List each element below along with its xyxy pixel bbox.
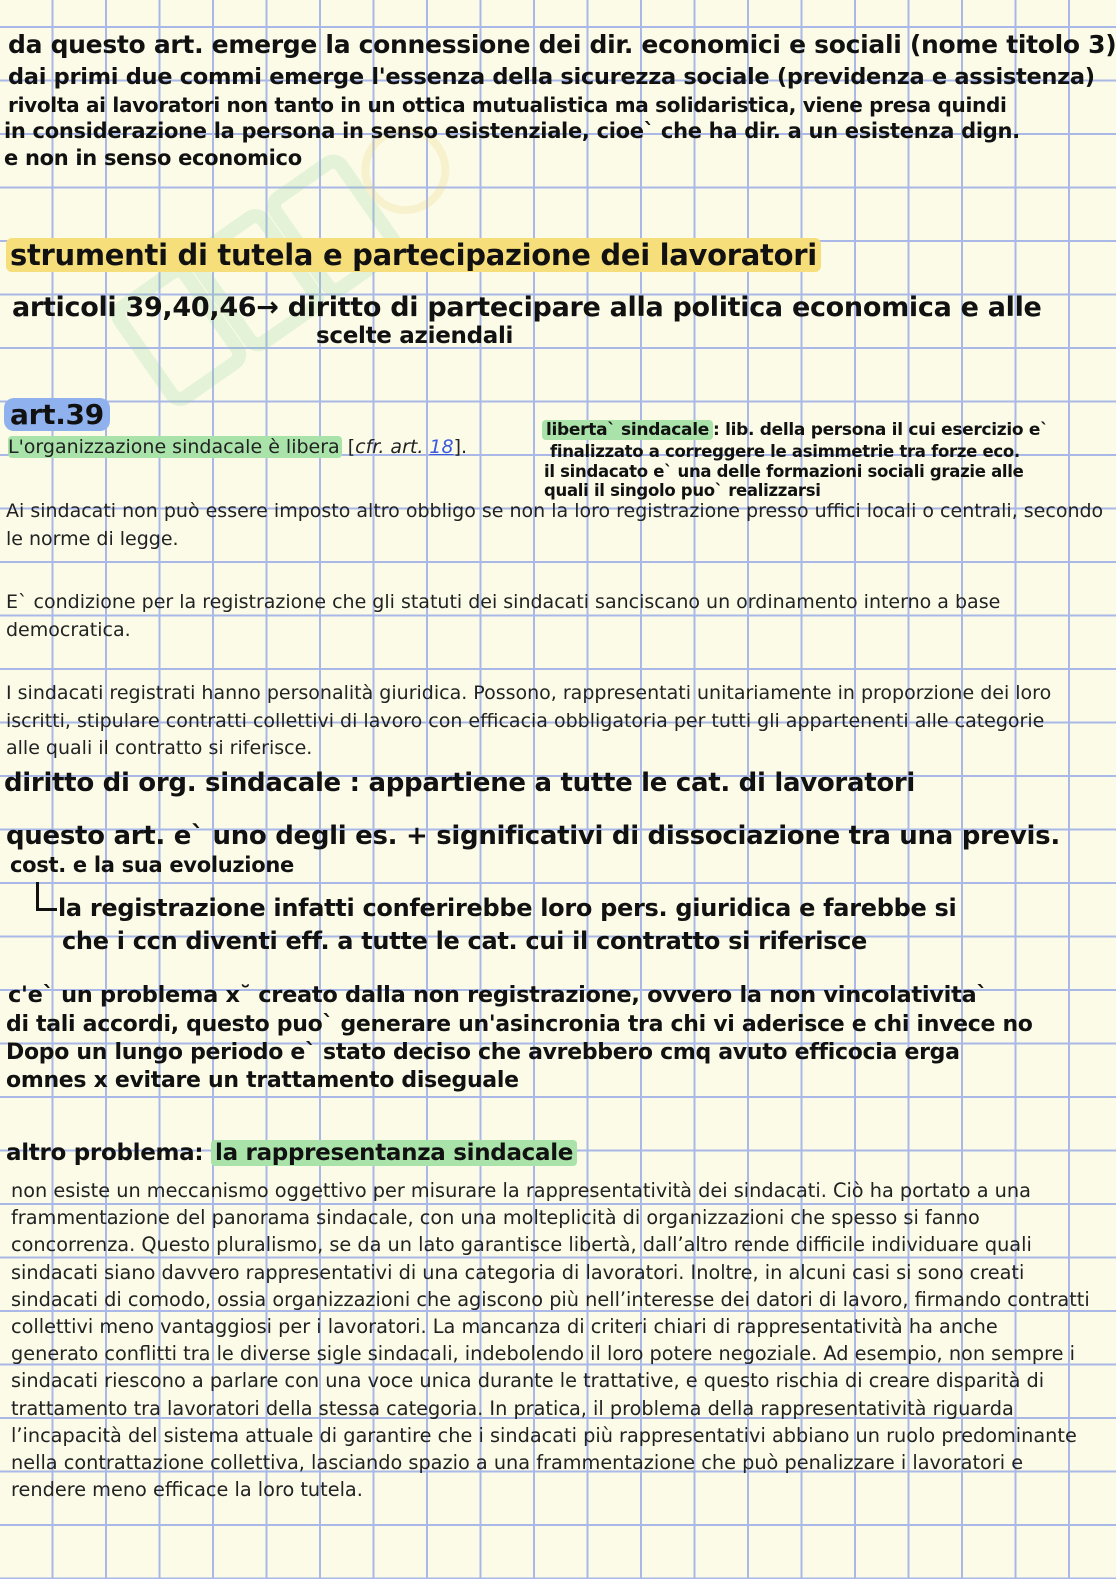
rappresentanza-heading [6,1140,577,1166]
art39-paragraph-4: I sindacati registrati hanno personalità giuridica. Possono, rappresentati unitariamente in proporzione dei loro iscritti, stipulare contratti collettivi di lavoro con efficacia obbligatoria per tutti gli appartenenti alle categorie alle quali il contratto si riferisce. [6,682,1052,759]
art39-paragraph-3: E` condizione per la registrazione che gli statuti dei sindacati sanciscano un ordinamento interno a base democratica. [6,591,1001,641]
note-diritto: diritto di org. sindacale : appartiene a tutte le cat. di lavoratori [4,768,916,798]
side-note-line-2: finalizzato a correggere le asimmetrie tra forze eco. [550,442,1020,461]
note-prob-line-1: c'e` un problema x˘ creato dalla non registrazione, ovvero la non vincolativita` [8,982,988,1008]
note-reg-line-1: la registrazione infatti conferirebbe loro pers. giuridica e farebbe si [58,894,957,922]
side-note-line-1 [542,420,1048,440]
note-dissoc-line-2: cost. e la sua evoluzione [10,853,294,877]
note-dissoc-line-1: questo art. e` uno degli es. + significativi di dissociazione tra una previs. [6,821,1060,851]
art39-p1-highlight: L'organizzazione sindacale è libera [8,436,340,458]
art39-p1-open: [ [341,436,356,458]
section-title [6,238,821,272]
articoli-line-1: articoli 39,40,46→ diritto di partecipare alla politica economica e alle [12,292,1042,323]
section-title-text: strumenti di tutela e partecipazione dei lavoratori [6,238,821,272]
rappresentanza-body: non esiste un meccanismo oggettivo per misurare la rappresentatività dei sindacati. Ciò ha portato a una frammentazione del panorama sindacale, con una molteplicità di organizzazioni che spesso si fanno concorrenza. Questo pluralismo, se da un lato garantisce libertà, dall’altro rende difficile individuare quali sindacati siano davvero rappresentativi di una categoria di lavoratori. Inoltre, in alcuni casi si sono creati sindacati di comodo, ossia organizzazioni che agiscono più nell’interesse dei datori di lavoro, firmando contratti collettivi meno vantaggiosi per i lavoratori. La mancanza di criteri chiari di rappresentatività ha anche generato conflitti tra le diverse sigle sindacali, indebolendo il loro potere negoziale. Ad esempio, non sempre i sindacati riescono a parlare con una voce unica durante le trattative, e questo rischia di creare disparità di trattamento tra lavoratori della stessa categoria. In pratica, il problema della rappresentatività riguarda l’incapacità del sistema attuale di garantire che i sindacati più rappresentativi abbiano un ruolo predominante nella contrattazione collettiva, lasciando spazio a una frammentazione che può penalizzare i lavoratori e rendere meno efficace la loro tutela. [11,1179,1090,1502]
art39-p1-cfr: cfr. art. [355,436,424,458]
note-prob-line-4: omnes x evitare un trattamento diseguale [6,1068,519,1093]
intro-line-1: da questo art. emerge la connessione dei dir. economici e sociali (nome titolo 3) [8,30,1116,59]
arrow-icon [36,882,57,911]
note-prob-line-3: Dopo un lungo periodo e` stato deciso che avrebbero cmq avuto efficocia erga [6,1040,960,1065]
side-note-line-4: quali il singolo puo` realizzarsi [544,481,821,500]
art39-paragraph-1 [8,434,548,462]
art39-paragraph-2: Ai sindacati non può essere imposto altro obbligo se non la loro registrazione presso uffici locali o centrali, secondo le norme di legge. [6,500,1104,550]
articoli-line-2: scelte aziendali [316,323,514,349]
note-prob-line-2: di tali accordi, questo puo` generare un'asincronia tra chi vi aderisce e chi invece no [6,1012,1033,1037]
intro-line-2: dai primi due commi emerge l'essenza della sicurezza sociale (previdenza e assistenza) [8,64,1095,90]
art18-link[interactable]: 18 [429,436,454,458]
side-note-line-3: il sindacato e` una delle formazioni sociali grazie alle [544,462,1024,481]
note-reg-line-2: che i ccn diventi eff. a tutte le cat. cui il contratto si riferisce [62,927,868,955]
intro-line-4: in considerazione la persona in senso esistenziale, cioe` che ha dir. a un esistenza dign. [4,119,1020,143]
rappresentanza-label: altro problema: [6,1140,204,1166]
art39-heading [4,398,110,431]
intro-line-3: rivolta ai lavoratori non tanto in un ottica mutualistica ma solidaristica, viene presa quindi [8,93,1007,117]
art39-p1-close: ]. [453,436,468,458]
intro-line-5: e non in senso economico [4,146,302,170]
art39-heading-text: art.39 [4,398,110,431]
side-note-line-1-rest: : lib. della persona il cui esercizio e` [712,420,1049,440]
rappresentanza-highlight: la rappresentanza sindacale [211,1140,577,1166]
side-note-highlight: liberta` sindacale [542,420,713,440]
